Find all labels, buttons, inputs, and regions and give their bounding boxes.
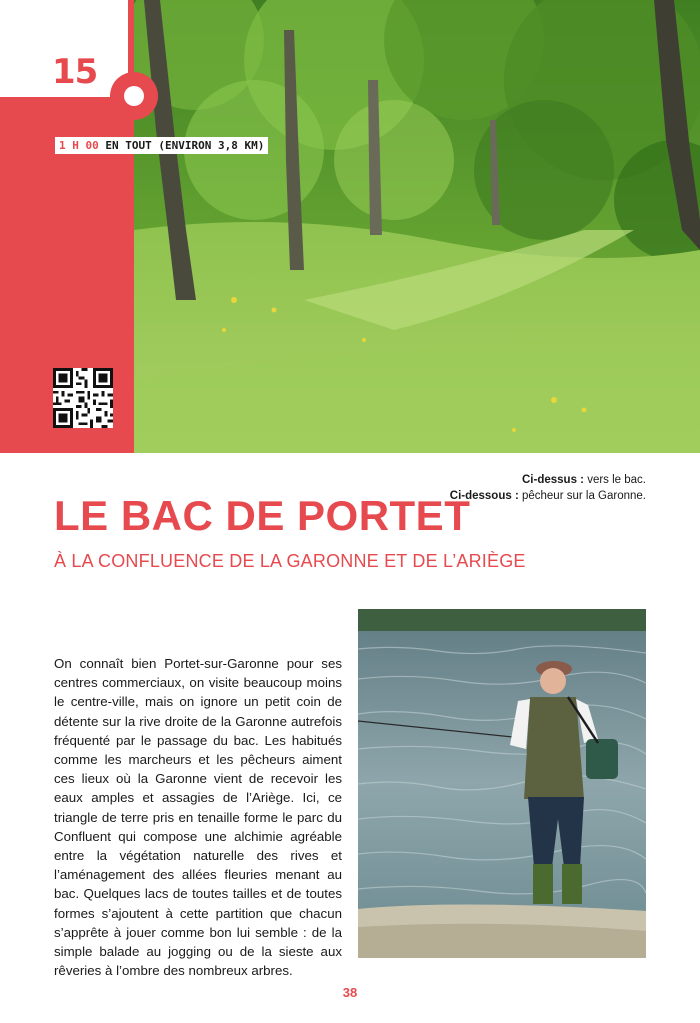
route-ring-marker [110, 72, 158, 120]
caption-above [450, 472, 646, 488]
caption-below-label: Ci-dessous : [449, 490, 519, 502]
fisherman-photo [358, 609, 646, 958]
forest-path-illustration [134, 0, 700, 453]
page-title: LE BAC DE PORTET [54, 492, 471, 539]
caption-above-text: vers le bac. [584, 474, 646, 486]
duration-text: EN TOUT (ENVIRON 3,8 KM) [98, 139, 265, 152]
qr-code[interactable] [53, 368, 113, 428]
caption-below-text: pêcheur sur la Garonne. [518, 490, 646, 502]
duration-time: 1 H 00 [59, 139, 99, 152]
page-number: 38 [342, 985, 358, 1000]
page-subtitle: À LA CONFLUENCE DE LA GARONNE ET DE L’ARIÈGE [54, 551, 526, 571]
route-duration [55, 137, 268, 154]
fisherman-illustration [358, 609, 646, 958]
caption-below [450, 488, 646, 504]
qr-code-icon [53, 368, 113, 428]
caption-above-label: Ci-dessus : [522, 474, 584, 486]
body-paragraph: On connaît bien Portet-sur-Garonne pour ses centres commerciaux, on visite beaucoup moins le centre-ville, mais on ignore un petit coin de détente sur la rive droite de la Garonne autrefois fréquenté par le passage du bac. Les habitués comme les marcheurs et les pêcheurs aiment ces lieux où la Garonne vient de recevoir les eaux amples et assagies de l’Ariège. Ici, ce triangle de terre pris en tenaille forme le parc du Confluent qui compose une alchimie agréable entre la végétation naturelle des rives et l’aménagement des allées fleuries menant au bac. Quelques lacs de toutes tailles et de toutes formes s’ajoutent à cette partition que chacun s’apprête à jouer comme bon lui semble : de la simple balade au jogging ou de la sieste aux rêveries à l’ombre des nombreux arbres. [54, 656, 342, 979]
photo-captions [450, 472, 646, 504]
route-number: 15 [52, 52, 98, 92]
hero-photo-forest-path [134, 0, 700, 453]
